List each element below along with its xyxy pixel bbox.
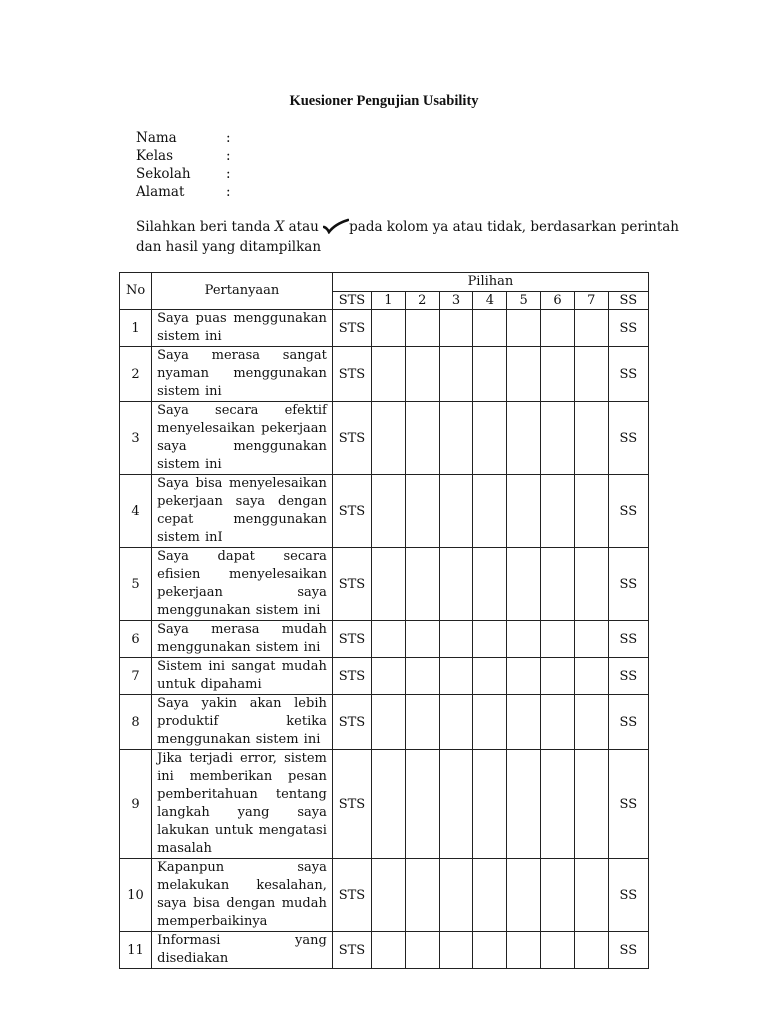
scale-label-ss: SS bbox=[608, 621, 648, 658]
answer-cell-3[interactable] bbox=[439, 548, 473, 621]
answer-cell-2[interactable] bbox=[405, 402, 439, 475]
table-row bbox=[120, 347, 649, 402]
question-text: Saya secara efektif menyelesaikan pekerjaan saya menggunakan sistem ini bbox=[152, 402, 333, 475]
scale-1: 1 bbox=[372, 292, 406, 310]
answer-cell-2[interactable] bbox=[405, 750, 439, 859]
answer-cell-6[interactable] bbox=[541, 548, 575, 621]
table-row bbox=[120, 695, 649, 750]
answer-cell-7[interactable] bbox=[574, 750, 608, 859]
answer-cell-4[interactable] bbox=[473, 750, 507, 859]
scale-2: 2 bbox=[405, 292, 439, 310]
answer-cell-1[interactable] bbox=[372, 658, 406, 695]
answer-cell-1[interactable] bbox=[372, 621, 406, 658]
scale-label-ss: SS bbox=[608, 310, 648, 347]
scale-label-ss: SS bbox=[608, 932, 648, 969]
answer-cell-6[interactable] bbox=[541, 750, 575, 859]
answer-cell-6[interactable] bbox=[541, 310, 575, 347]
scale-label-ss: SS bbox=[608, 859, 648, 932]
row-number: 11 bbox=[120, 932, 152, 969]
answer-cell-6[interactable] bbox=[541, 658, 575, 695]
header-no: No bbox=[120, 273, 152, 310]
answer-cell-1[interactable] bbox=[372, 548, 406, 621]
answer-cell-7[interactable] bbox=[574, 402, 608, 475]
scale-4: 4 bbox=[473, 292, 507, 310]
answer-cell-6[interactable] bbox=[541, 347, 575, 402]
answer-cell-6[interactable] bbox=[541, 695, 575, 750]
scale-label-ss: SS bbox=[608, 658, 648, 695]
answer-cell-3[interactable] bbox=[439, 695, 473, 750]
answer-cell-1[interactable] bbox=[372, 402, 406, 475]
answer-cell-4[interactable] bbox=[473, 658, 507, 695]
question-text: Kapanpun saya melakukan kesalahan, saya bisa dengan mudah memperbaikinya bbox=[152, 859, 333, 932]
instructions-text-middle: atau bbox=[284, 219, 324, 235]
answer-cell-4[interactable] bbox=[473, 402, 507, 475]
question-text: Saya yakin akan lebih produktif ketika menggunakan sistem ini bbox=[152, 695, 333, 750]
answer-cell-5[interactable] bbox=[507, 859, 541, 932]
answer-cell-7[interactable] bbox=[574, 859, 608, 932]
answer-cell-1[interactable] bbox=[372, 859, 406, 932]
scale-label-ss: SS bbox=[608, 347, 648, 402]
row-number: 1 bbox=[120, 310, 152, 347]
scale-label-sts: STS bbox=[332, 475, 371, 548]
row-number: 5 bbox=[120, 548, 152, 621]
x-mark: X bbox=[274, 219, 285, 235]
answer-cell-5[interactable] bbox=[507, 548, 541, 621]
answer-cell-2[interactable] bbox=[405, 310, 439, 347]
row-number: 8 bbox=[120, 695, 152, 750]
row-number: 10 bbox=[120, 859, 152, 932]
answer-cell-3[interactable] bbox=[439, 475, 473, 548]
table-row bbox=[120, 658, 649, 695]
answer-cell-3[interactable] bbox=[439, 310, 473, 347]
scale-label-ss: SS bbox=[608, 695, 648, 750]
answer-cell-7[interactable] bbox=[574, 658, 608, 695]
header-question: Pertanyaan bbox=[152, 273, 333, 310]
instructions-text-start: Silahkan beri tanda bbox=[136, 219, 275, 235]
answer-cell-6[interactable] bbox=[541, 475, 575, 548]
question-text: Jika terjadi error, sistem ini memberikan pesan pemberitahuan tentang langkah yang saya lakukan untuk mengatasi masalah bbox=[152, 750, 333, 859]
answer-cell-5[interactable] bbox=[507, 310, 541, 347]
answer-cell-7[interactable] bbox=[574, 548, 608, 621]
answer-cell-2[interactable] bbox=[405, 932, 439, 969]
answer-cell-5[interactable] bbox=[507, 475, 541, 548]
table-row bbox=[120, 548, 649, 621]
row-number: 7 bbox=[120, 658, 152, 695]
answer-cell-1[interactable] bbox=[372, 750, 406, 859]
scale-label-ss: SS bbox=[608, 475, 648, 548]
answer-cell-7[interactable] bbox=[574, 621, 608, 658]
answer-cell-3[interactable] bbox=[439, 347, 473, 402]
answer-cell-6[interactable] bbox=[541, 859, 575, 932]
answer-cell-5[interactable] bbox=[507, 347, 541, 402]
answer-cell-5[interactable] bbox=[507, 402, 541, 475]
identity-row-sekolah bbox=[136, 165, 231, 183]
page-title: Kuesioner Pengujian Usability bbox=[289, 93, 479, 109]
scale-label-sts: STS bbox=[332, 695, 371, 750]
row-number: 3 bbox=[120, 402, 152, 475]
answer-cell-1[interactable] bbox=[372, 932, 406, 969]
answer-cell-1[interactable] bbox=[372, 695, 406, 750]
scale-label-ss: SS bbox=[608, 548, 648, 621]
answer-cell-2[interactable] bbox=[405, 475, 439, 548]
question-text: Informasi yang disediakan bbox=[152, 932, 333, 969]
answer-cell-5[interactable] bbox=[507, 658, 541, 695]
answer-cell-1[interactable] bbox=[372, 347, 406, 402]
answer-cell-7[interactable] bbox=[574, 932, 608, 969]
scale-label-sts: STS bbox=[332, 347, 371, 402]
scale-5: 5 bbox=[507, 292, 541, 310]
row-number: 9 bbox=[120, 750, 152, 859]
answer-cell-6[interactable] bbox=[541, 932, 575, 969]
question-text: Saya bisa menyelesaikan pekerjaan saya dengan cepat menggunakan sistem inI bbox=[152, 475, 333, 548]
identity-separator: : bbox=[226, 166, 231, 182]
answer-cell-4[interactable] bbox=[473, 310, 507, 347]
answer-cell-4[interactable] bbox=[473, 932, 507, 969]
answer-cell-2[interactable] bbox=[405, 548, 439, 621]
answer-cell-3[interactable] bbox=[439, 750, 473, 859]
scale-6: 6 bbox=[541, 292, 575, 310]
answer-cell-4[interactable] bbox=[473, 695, 507, 750]
questionnaire-body bbox=[120, 310, 649, 969]
header-choice: Pilihan bbox=[332, 273, 648, 292]
table-row bbox=[120, 310, 649, 347]
identity-row-alamat bbox=[136, 183, 231, 201]
scale-ss: SS bbox=[608, 292, 648, 310]
answer-cell-6[interactable] bbox=[541, 402, 575, 475]
identity-label: Nama bbox=[136, 130, 177, 146]
answer-cell-2[interactable] bbox=[405, 347, 439, 402]
answer-cell-5[interactable] bbox=[507, 621, 541, 658]
table-row bbox=[120, 859, 649, 932]
answer-cell-2[interactable] bbox=[405, 658, 439, 695]
row-number: 4 bbox=[120, 475, 152, 548]
answer-cell-4[interactable] bbox=[473, 621, 507, 658]
answer-cell-6[interactable] bbox=[541, 621, 575, 658]
scale-label-sts: STS bbox=[332, 548, 371, 621]
answer-cell-7[interactable] bbox=[574, 347, 608, 402]
question-text: Saya puas menggunakan sistem ini bbox=[152, 310, 333, 347]
table-row bbox=[120, 402, 649, 475]
table-row bbox=[120, 750, 649, 859]
identity-separator: : bbox=[226, 184, 231, 200]
scale-label-sts: STS bbox=[332, 859, 371, 932]
answer-cell-5[interactable] bbox=[507, 932, 541, 969]
table-row bbox=[120, 621, 649, 658]
table-row bbox=[120, 475, 649, 548]
answer-cell-4[interactable] bbox=[473, 475, 507, 548]
scale-7: 7 bbox=[574, 292, 608, 310]
scale-label-sts: STS bbox=[332, 310, 371, 347]
question-text: Saya merasa sangat nyaman menggunakan sistem ini bbox=[152, 347, 333, 402]
answer-cell-5[interactable] bbox=[507, 695, 541, 750]
instructions-text-end: pada kolom ya atau tidak, berdasarkan perintah dan hasil yang ditampilkan bbox=[136, 219, 679, 255]
answer-cell-7[interactable] bbox=[574, 695, 608, 750]
answer-cell-4[interactable] bbox=[473, 347, 507, 402]
question-text: Saya merasa mudah menggunakan sistem ini bbox=[152, 621, 333, 658]
questionnaire-table bbox=[119, 272, 649, 969]
identity-fields bbox=[136, 129, 231, 201]
scale-sts: STS bbox=[332, 292, 371, 310]
answer-cell-3[interactable] bbox=[439, 402, 473, 475]
identity-row-kelas bbox=[136, 147, 231, 165]
scale-label-ss: SS bbox=[608, 750, 648, 859]
identity-separator: : bbox=[226, 130, 231, 146]
answer-cell-7[interactable] bbox=[574, 310, 608, 347]
row-number: 2 bbox=[120, 347, 152, 402]
scale-label-sts: STS bbox=[332, 932, 371, 969]
answer-cell-5[interactable] bbox=[507, 750, 541, 859]
scale-3: 3 bbox=[439, 292, 473, 310]
answer-cell-3[interactable] bbox=[439, 859, 473, 932]
identity-separator: : bbox=[226, 148, 231, 164]
scale-label-sts: STS bbox=[332, 402, 371, 475]
identity-row-nama bbox=[136, 129, 231, 147]
answer-cell-3[interactable] bbox=[439, 932, 473, 969]
scale-label-sts: STS bbox=[332, 621, 371, 658]
answer-cell-3[interactable] bbox=[439, 621, 473, 658]
identity-label: Kelas bbox=[136, 148, 174, 164]
checkmark-icon bbox=[323, 218, 349, 234]
answer-cell-7[interactable] bbox=[574, 475, 608, 548]
row-number: 6 bbox=[120, 621, 152, 658]
answer-cell-1[interactable] bbox=[372, 475, 406, 548]
scale-label-sts: STS bbox=[332, 750, 371, 859]
answer-cell-4[interactable] bbox=[473, 859, 507, 932]
answer-cell-2[interactable] bbox=[405, 695, 439, 750]
table-row bbox=[120, 932, 649, 969]
scale-label-sts: STS bbox=[332, 658, 371, 695]
answer-cell-4[interactable] bbox=[473, 548, 507, 621]
identity-label: Alamat bbox=[136, 184, 185, 200]
identity-label: Sekolah bbox=[136, 166, 191, 182]
answer-cell-3[interactable] bbox=[439, 658, 473, 695]
answer-cell-1[interactable] bbox=[372, 310, 406, 347]
answer-cell-2[interactable] bbox=[405, 859, 439, 932]
question-text: Saya dapat secara efisien menyelesaikan pekerjaan saya menggunakan sistem ini bbox=[152, 548, 333, 621]
question-text: Sistem ini sangat mudah untuk dipahami bbox=[152, 658, 333, 695]
scale-label-ss: SS bbox=[608, 402, 648, 475]
instructions bbox=[136, 217, 680, 257]
answer-cell-2[interactable] bbox=[405, 621, 439, 658]
